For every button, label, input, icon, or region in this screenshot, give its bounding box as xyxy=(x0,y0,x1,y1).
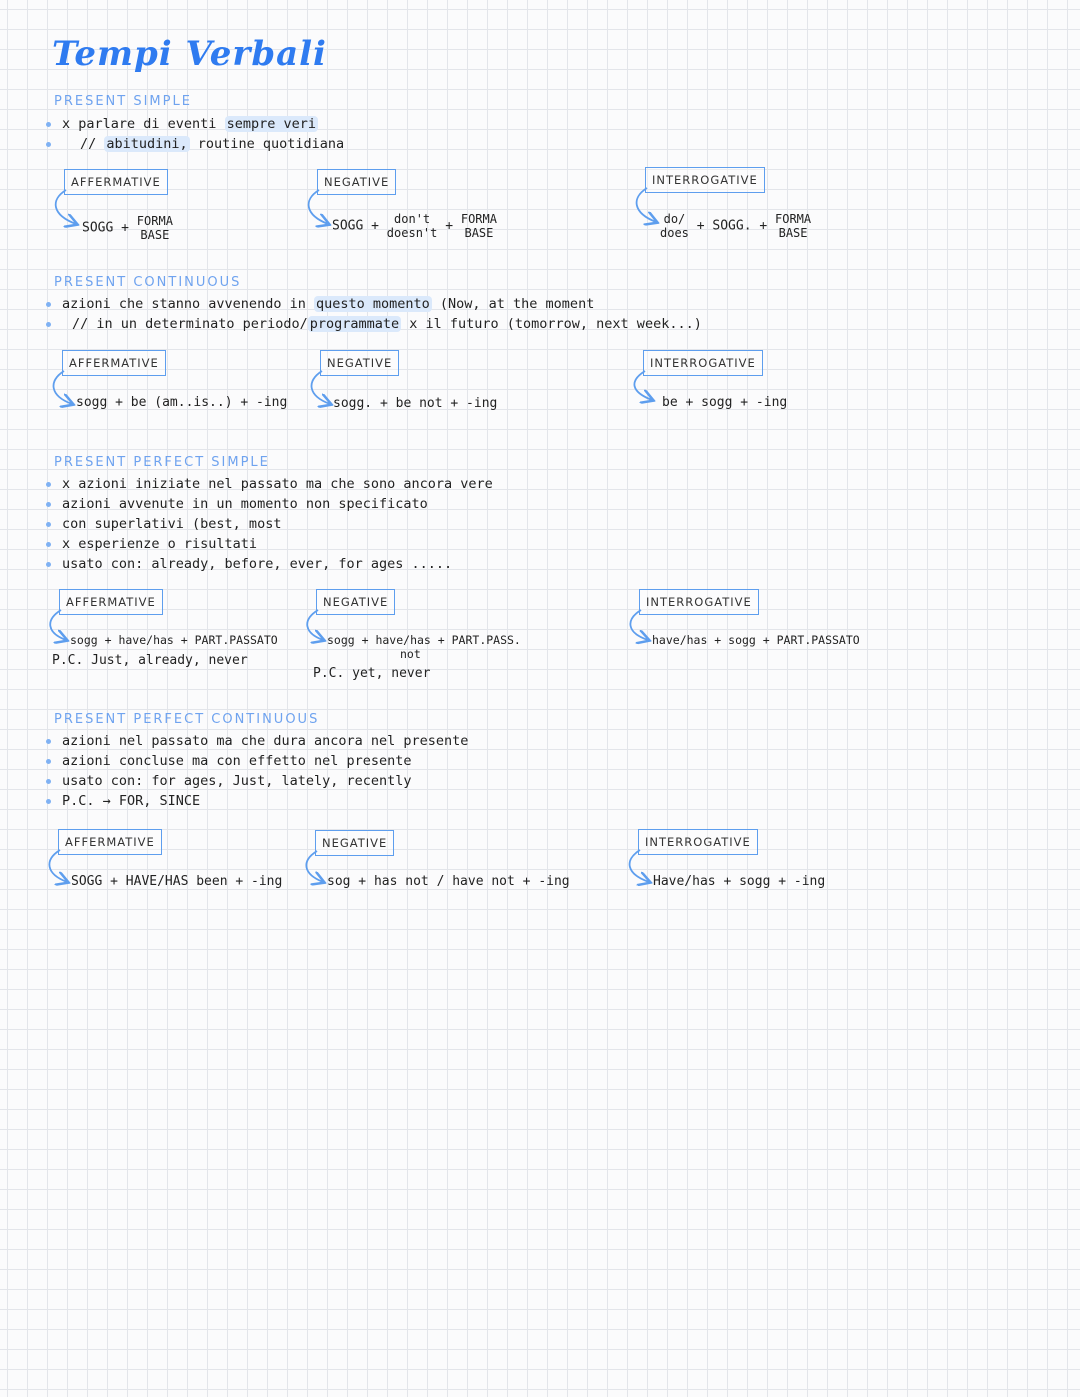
page-title: Tempi Verbali xyxy=(52,34,327,74)
list-item: // in un determinato periodo/ programmate x il futuro (tomorrow, next week...) xyxy=(46,314,702,334)
present-perfect-continuous-bullets xyxy=(46,731,468,811)
list-item: azioni avvenute in un momento non specificato xyxy=(46,494,493,514)
list-item: usato con: for ages, Just, lately, recently xyxy=(46,771,468,791)
section-heading-present-simple: PRESENT SIMPLE xyxy=(54,94,192,109)
section-heading-present-perfect-continuous: PRESENT PERFECT CONTINUOUS xyxy=(54,712,320,727)
negative-box: NEGATIVE xyxy=(317,169,396,195)
affirmative-note: P.C. Just, already, never xyxy=(52,653,248,668)
present-simple-bullets xyxy=(46,114,344,154)
present-perfect-simple-bullets xyxy=(46,474,493,574)
negative-note: P.C. yet, never xyxy=(313,666,431,681)
list-item: x esperienze o risultati xyxy=(46,534,493,554)
section-heading-present-perfect-simple: PRESENT PERFECT SIMPLE xyxy=(54,455,270,470)
list-item: x parlare di eventi sempre veri xyxy=(46,114,344,134)
affirmative-box: AFFERMATIVE xyxy=(59,589,163,615)
section-heading-present-continuous: PRESENT CONTINUOUS xyxy=(54,275,242,290)
affirmative-formula: sogg + be (am..is..) + -ing xyxy=(76,395,288,410)
affirmative-box: AFFERMATIVE xyxy=(62,350,166,376)
interrogative-box: INTERROGATIVE xyxy=(645,167,765,193)
interrogative-formula: have/has + sogg + PART.PASSATO xyxy=(652,633,860,647)
interrogative-formula: do/ does + SOGG. + FORMA BASE xyxy=(660,212,812,240)
interrogative-formula: Have/has + sogg + -ing xyxy=(653,874,826,889)
negative-formula: SOGG + don't doesn't + FORMA BASE xyxy=(332,212,497,240)
affirmative-formula: SOGG + HAVE/HAS been + -ing xyxy=(71,874,283,889)
list-item: P.C. → FOR, SINCE xyxy=(46,791,468,811)
list-item: x azioni iniziate nel passato ma che sono ancora vere xyxy=(46,474,493,494)
arrow xyxy=(637,188,656,222)
negative-box: NEGATIVE xyxy=(316,589,395,615)
affirmative-box: AFFERMATIVE xyxy=(58,829,162,855)
present-continuous-bullets xyxy=(46,294,702,334)
negative-formula: sogg. + be not + -ing xyxy=(333,396,498,411)
arrow xyxy=(56,190,76,224)
negative-formula: sogg + have/has + PART.PASS. xyxy=(327,633,521,647)
interrogative-box: INTERROGATIVE xyxy=(638,829,758,855)
affirmative-formula: SOGG + FORMA BASE xyxy=(82,214,173,242)
list-item: azioni nel passato ma che dura ancora nel presente xyxy=(46,731,468,751)
negative-formula-not: not xyxy=(400,647,421,661)
list-item: usato con: already, before, ever, for ages ..... xyxy=(46,554,493,574)
list-item: con superlativi (best, most xyxy=(46,514,493,534)
list-item: azioni che stanno avvenendo in questo momento (Now, at the moment xyxy=(46,294,702,314)
interrogative-box: INTERROGATIVE xyxy=(639,589,759,615)
affirmative-box: AFFERMATIVE xyxy=(64,169,168,195)
negative-box: NEGATIVE xyxy=(315,830,394,856)
list-item: azioni concluse ma con effetto nel presente xyxy=(46,751,468,771)
affirmative-formula: sogg + have/has + PART.PASSATO xyxy=(70,633,278,647)
negative-box: NEGATIVE xyxy=(320,350,399,376)
arrow xyxy=(309,190,328,224)
list-item: // abitudini, routine quotidiana xyxy=(46,134,344,154)
interrogative-box: INTERROGATIVE xyxy=(643,350,763,376)
interrogative-formula: be + sogg + -ing xyxy=(662,395,788,410)
negative-formula: sog + has not / have not + -ing xyxy=(327,874,570,889)
